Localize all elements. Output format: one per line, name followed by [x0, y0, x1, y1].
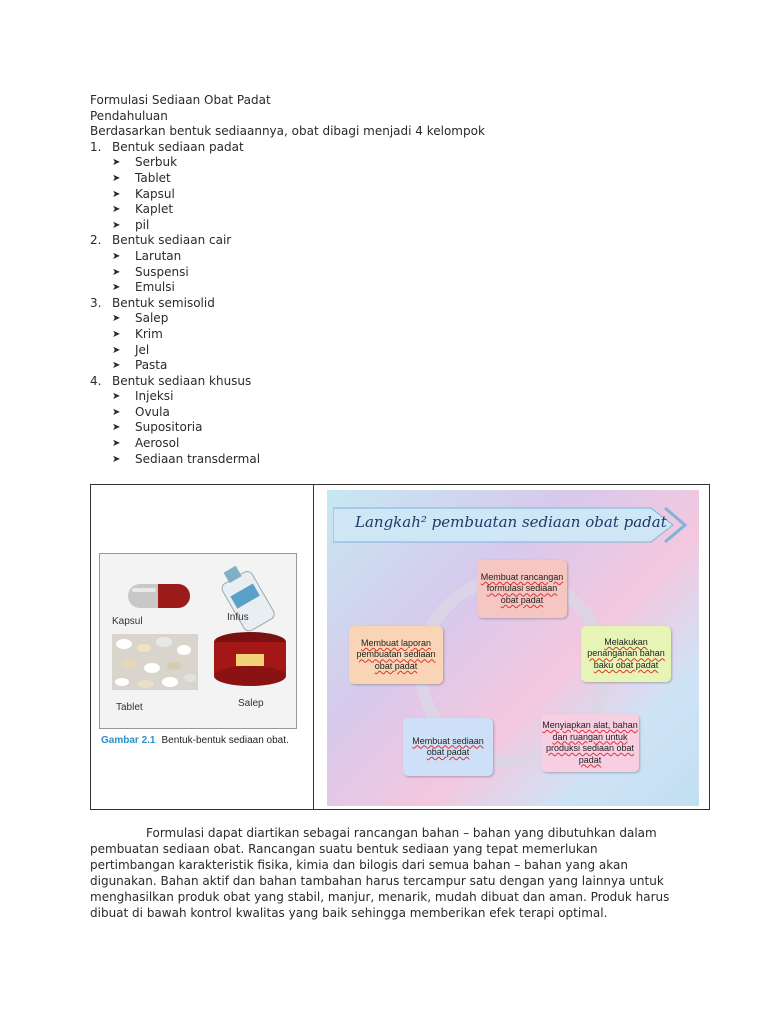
ointment-jar-icon — [214, 632, 286, 686]
arrow-bullet-icon: ➤ — [112, 360, 121, 372]
arrow-bullet-icon: ➤ — [112, 328, 121, 340]
section-heading: Pendahuluan — [90, 108, 168, 123]
list-item: ➤ Larutan — [112, 248, 182, 263]
label-infus: Infus — [227, 612, 249, 623]
arrow-bullet-icon: ➤ — [112, 282, 121, 294]
arrow-bullet-icon: ➤ — [112, 406, 121, 418]
arrow-bullet-icon: ➤ — [112, 391, 121, 403]
body-paragraph — [90, 825, 680, 921]
list-item: ➤ Tablet — [112, 170, 171, 185]
group-1 — [90, 140, 710, 234]
list-item: ➤ Aerosol — [112, 436, 180, 451]
step-box-2: Melakukan penanganan bahan baku obat padat — [581, 626, 671, 682]
tablets-icon — [112, 634, 198, 690]
group-label: Bentuk sediaan padat — [112, 139, 244, 154]
group-number: 3. — [90, 295, 102, 310]
list-item: ➤ Injeksi — [112, 389, 174, 404]
arrow-bullet-icon: ➤ — [112, 313, 121, 325]
group-label: Bentuk semisolid — [112, 295, 215, 310]
list-item: ➤ Kaplet — [112, 202, 174, 217]
step-box-3: Menyiapkan alat, bahan dan ruangan untuk produksi sediaan obat padat — [541, 714, 639, 772]
arrow-bullet-icon: ➤ — [112, 204, 121, 216]
step-box-4: Membuat sediaan obat padat — [403, 718, 493, 776]
intro-text: Berdasarkan bentuk sediaannya, obat dibagi menjadi 4 kelompok — [90, 124, 485, 139]
list-item: ➤ Serbuk — [112, 155, 178, 170]
arrow-bullet-icon: ➤ — [112, 422, 121, 434]
group-label: Bentuk sediaan khusus — [112, 373, 252, 388]
step-box-1: Membuat rancangan formulasi sediaan obat padat — [477, 560, 567, 618]
figure-caption — [101, 735, 289, 746]
paragraph-text: Formulasi dapat diartikan sebagai rancangan bahan – bahan yang dibutuhkan dalam pembuatan sediaan obat. Rancangan suatu bentuk sediaan yang tepat memerlukan pertimbangan karakteristik fisika, kimia dan bilogis dari semua bahan – bahan yang akan digunakan. Bahan aktif dan bahan tambahan harus tercampur satu dengan yang lainnya untuk menghasilkan produk obat yang stabil, manjur, menarik, mudah dibuat dan aman. Produk harus dibuat di bawah kontrol kwalitas yang baik sehingga memberikan efek terapi optimal. — [90, 826, 670, 920]
group-3 — [90, 296, 710, 374]
document-title: Formulasi Sediaan Obat Padat — [90, 93, 271, 107]
arrow-bullet-icon: ➤ — [112, 219, 121, 231]
list-item: ➤ Sediaan transdermal — [112, 451, 261, 466]
group-number: 4. — [90, 373, 102, 388]
arrow-bullet-icon: ➤ — [112, 157, 121, 169]
list-item: ➤ Krim — [112, 326, 163, 341]
arrow-bullet-icon: ➤ — [112, 438, 121, 450]
arrow-bullet-icon: ➤ — [112, 344, 121, 356]
list-item: ➤ Emulsi — [112, 280, 175, 295]
group-number: 2. — [90, 233, 102, 248]
group-2 — [90, 233, 710, 295]
caption-text: Bentuk-bentuk sediaan obat. — [161, 735, 289, 746]
group-number: 1. — [90, 139, 102, 154]
document-body — [90, 93, 710, 467]
list-item: ➤ pil — [112, 217, 150, 232]
capsule-icon — [128, 584, 190, 608]
group-4 — [90, 374, 710, 468]
arrow-bullet-icon: ➤ — [112, 453, 121, 465]
list-item: ➤ Suspensi — [112, 264, 189, 279]
list-item: ➤ Pasta — [112, 358, 168, 373]
list-item: ➤ Salep — [112, 311, 169, 326]
process-slide — [327, 490, 699, 806]
group-label: Bentuk sediaan cair — [112, 233, 232, 248]
list-item: ➤ Supositoria — [112, 420, 203, 435]
arrow-bullet-icon: ➤ — [112, 172, 121, 184]
dosage-forms-figure — [99, 553, 297, 729]
step-box-5: Membuat laporan pembuatan sediaan obat padat — [349, 626, 443, 684]
slide-title: Langkah² pembuatan sediaan obat padat — [355, 513, 667, 531]
arrow-bullet-icon: ➤ — [112, 188, 121, 200]
list-item: ➤ Ovula — [112, 404, 170, 419]
label-kapsul: Kapsul — [112, 616, 143, 627]
figure-cell-right — [314, 485, 709, 809]
caption-reference: Gambar 2.1 — [101, 735, 156, 746]
figure-table — [90, 484, 710, 810]
list-item: ➤ Jel — [112, 342, 150, 357]
list-item: ➤ Kapsul — [112, 186, 175, 201]
arrow-bullet-icon: ➤ — [112, 250, 121, 262]
arrow-bullet-icon: ➤ — [112, 266, 121, 278]
label-tablet: Tablet — [116, 702, 143, 713]
figure-cell-left — [91, 485, 314, 809]
label-salep: Salep — [238, 698, 264, 709]
